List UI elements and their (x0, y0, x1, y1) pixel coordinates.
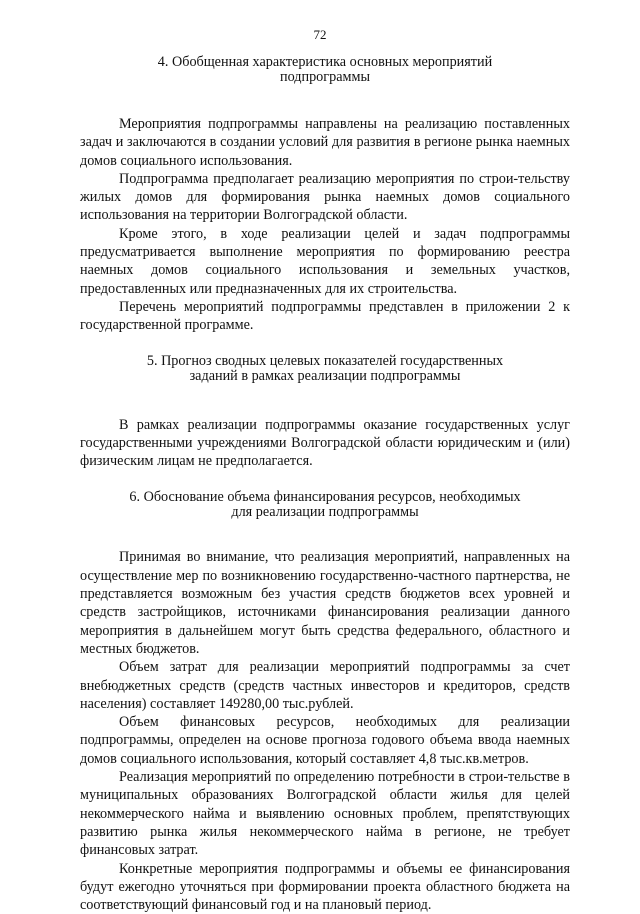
section-heading (80, 490, 570, 520)
section-6 (80, 490, 570, 914)
heading-line: для реализации подпрограммы (231, 504, 418, 520)
paragraph: Объем финансовых ресурсов, необходимых для реализации подпрограммы, определен на основе прогноза годового объема ввода наемных домов социального использования, который составляет 4,8 тыс.кв.метров. (80, 713, 570, 768)
section-heading (80, 55, 570, 85)
paragraph: Мероприятия подпрограммы направлены на реализацию поставленных задач и заключаются в создании условий для развития в регионе рынка наемных домов социального использования. (80, 115, 570, 170)
page-number: 72 (0, 27, 640, 43)
section-5 (80, 354, 570, 471)
heading-line: подпрограммы (280, 69, 370, 85)
heading-line: заданий в рамках реализации подпрограммы (190, 368, 461, 384)
paragraph: Принимая во внимание, что реализация мероприятий, направленных на осуществление мер по возникновению государственно-частного партнерства, не представляется возможным без участия средств бюджетов всех уровней и средств застройщиков, источниками финансирования реализации данного мероприятия в дальнейшем могут быть средства федерального, областного и местных бюджетов. (80, 548, 570, 658)
heading-line: 4. Обобщенная характеристика основных мероприятий (158, 54, 492, 70)
paragraph: Перечень мероприятий подпрограммы представлен в приложении 2 к государственной программе. (80, 298, 570, 335)
paragraph: Кроме этого, в ходе реализации целей и задач подпрограммы предусматривается выполнение мероприятия по формированию реестра наемных домов социального использования и земельных участков, предоставленных или предназначенных для их строительства. (80, 225, 570, 298)
heading-line: 5. Прогноз сводных целевых показателей государственных (147, 353, 503, 369)
paragraph: Подпрограмма предполагает реализацию мероприятия по строи-тельству жилых домов для формирования рынка наемных домов социального использования на территории Волгоградской области. (80, 170, 570, 225)
section-4 (80, 55, 570, 335)
paragraph: Реализация мероприятий по определению потребности в строи-тельстве в муниципальных образованиях Волгоградской области жилья для целей некоммерческого найма и выявлению основных проблем, препятствующих развитию рынка жилья некоммерческого найма в регионе, не требует финансовых затрат. (80, 768, 570, 859)
heading-line: 6. Обоснование объема финансирования ресурсов, необходимых (129, 489, 520, 505)
page-content (80, 55, 570, 914)
section-heading (80, 354, 570, 384)
paragraph: В рамках реализации подпрограммы оказание государственных услуг государственными учреждениями Волгоградской области юридическим и (или) физическим лицам не предполагается. (80, 416, 570, 471)
paragraph: Объем затрат для реализации мероприятий подпрограммы за счет внебюджетных средств (средств частных инвесторов и кредиторов, средств населения) составляет 149280,00 тыс.рублей. (80, 658, 570, 713)
paragraph: Конкретные мероприятия подпрограммы и объемы ее финансирования будут ежегодно уточняться при формировании проекта областного бюджета на соответствующий финансовый год и на плановый период. (80, 860, 570, 914)
